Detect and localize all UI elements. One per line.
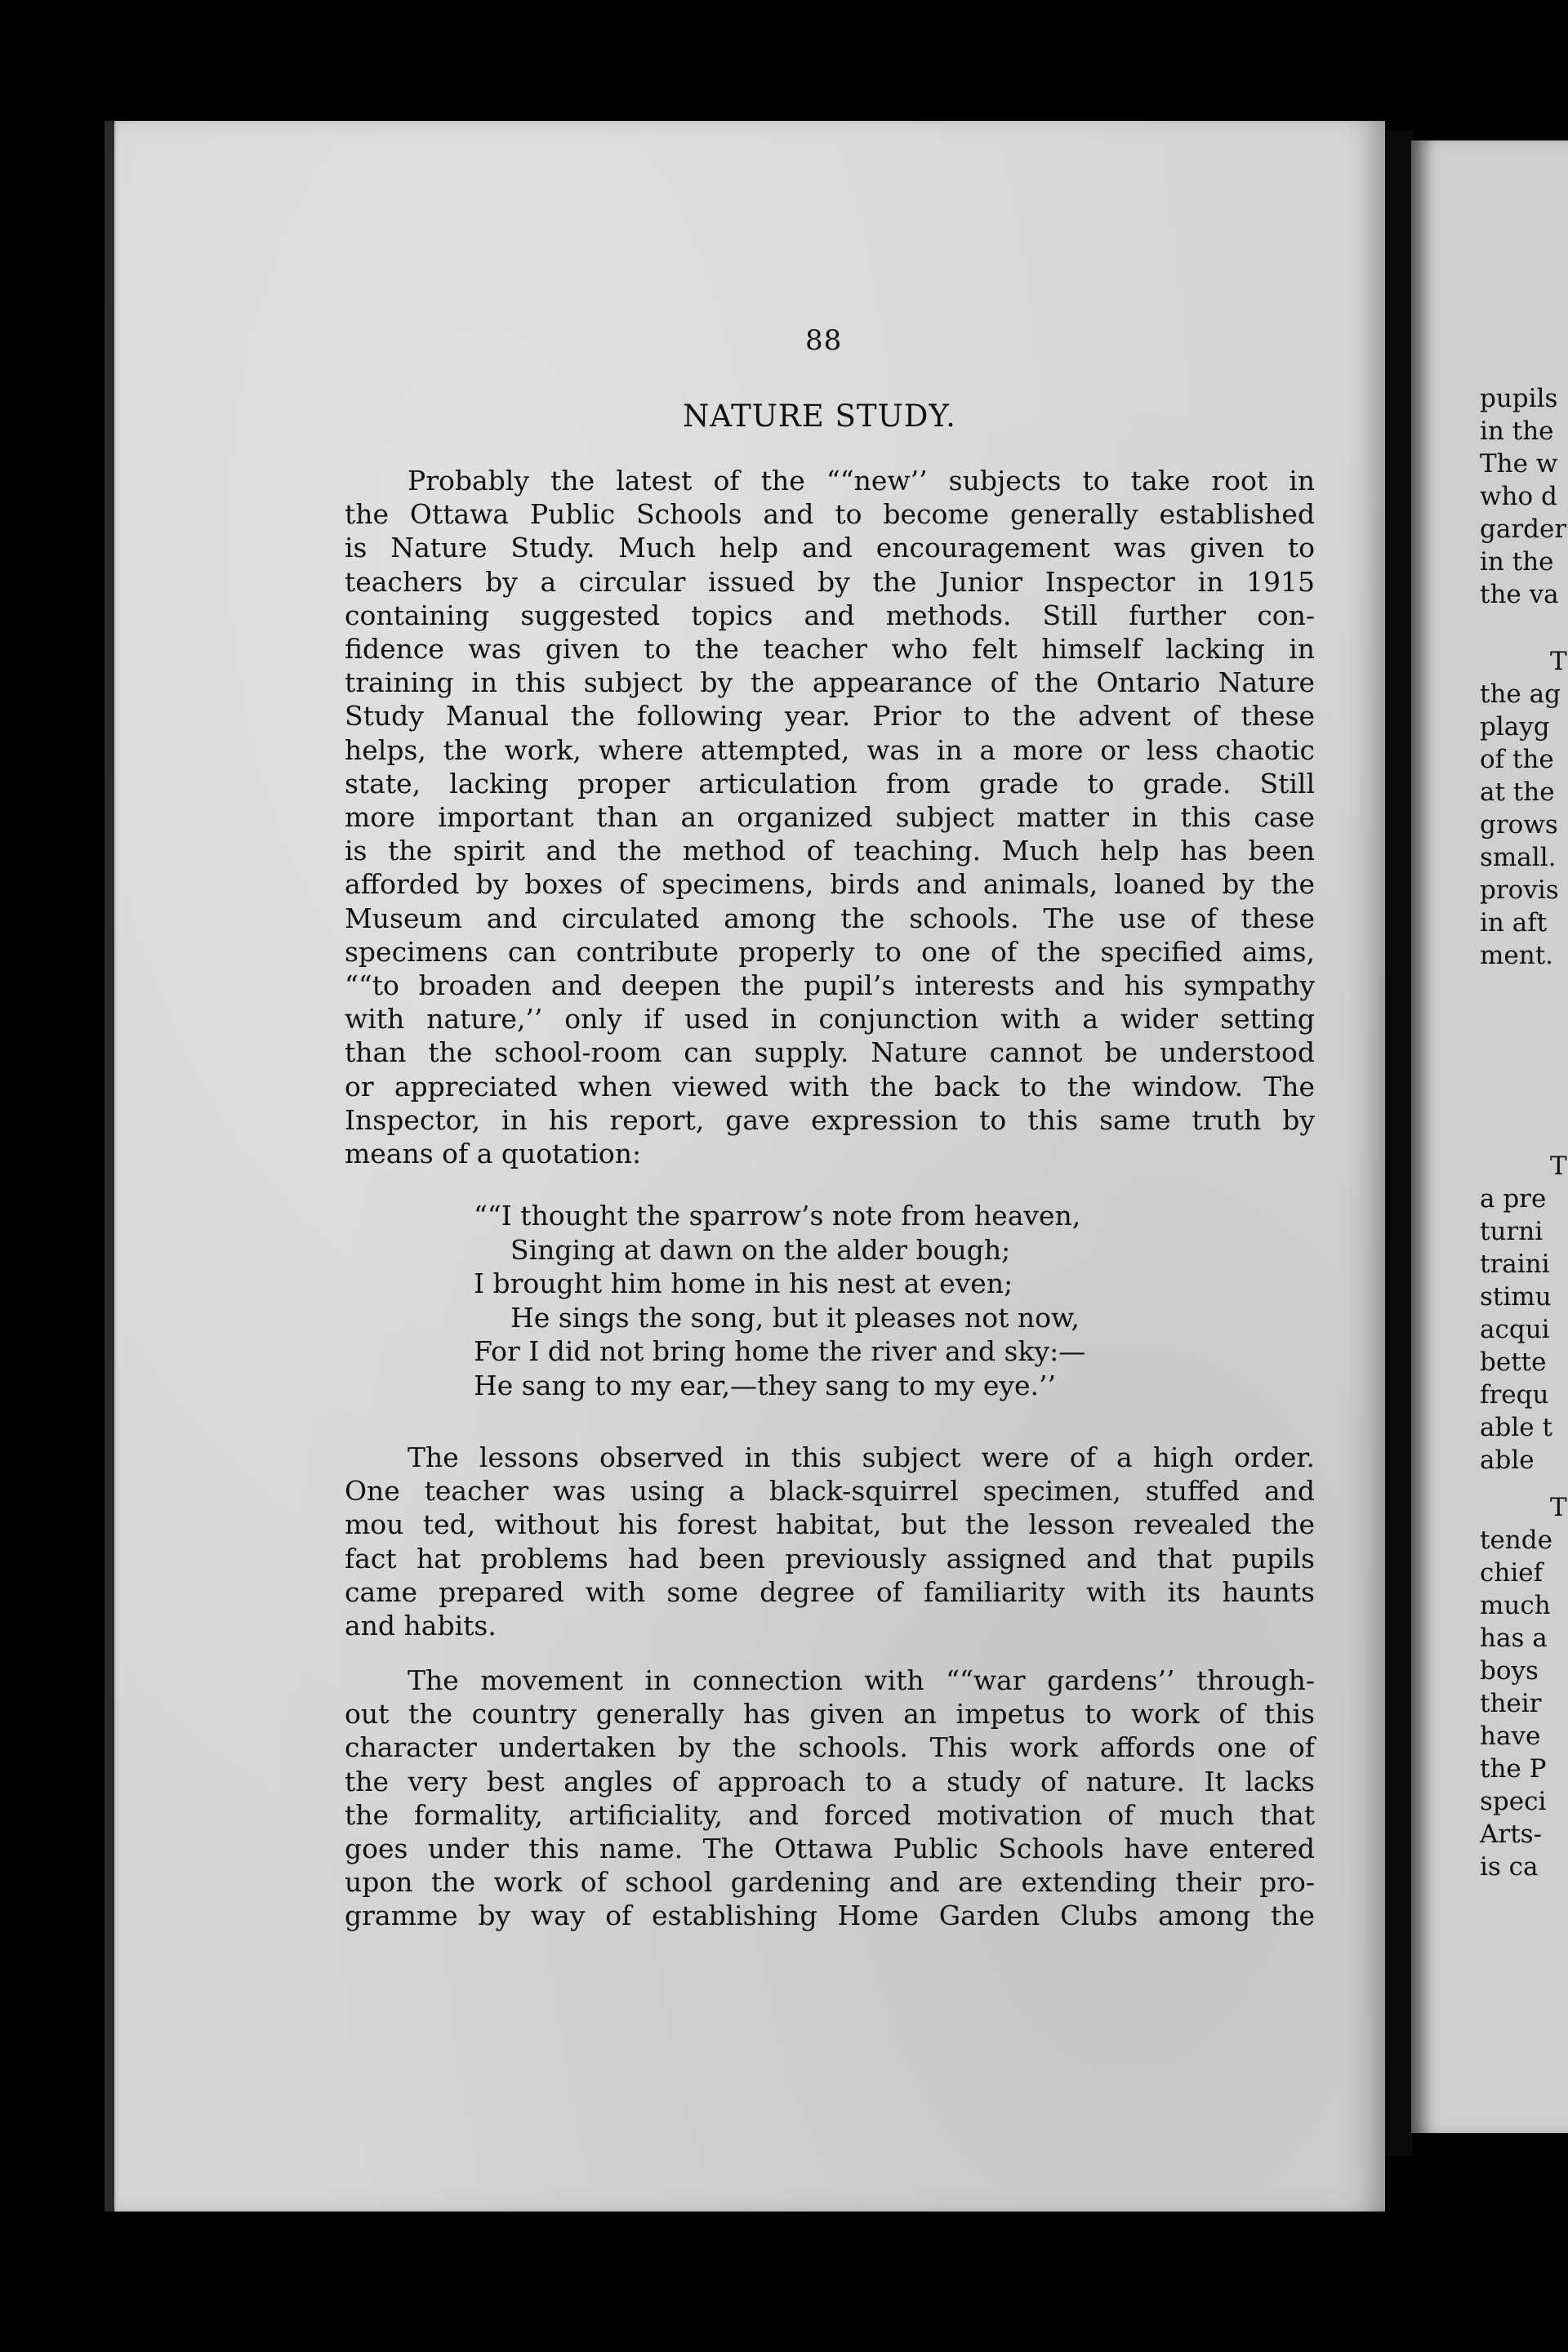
text-fragment: the P xyxy=(1480,1754,1547,1784)
text-line: gramme by way of establishing Home Garden Clubs among the xyxy=(345,1900,1315,1932)
text-fragment: bette xyxy=(1480,1348,1547,1377)
text-line: the Ottawa Public Schools and to become generally established xyxy=(345,498,1315,531)
text-fragment: is ca xyxy=(1480,1852,1539,1882)
text-fragment: small. xyxy=(1480,843,1557,872)
text-fragment: the va xyxy=(1480,580,1559,609)
page-number: 88 xyxy=(805,324,843,357)
text-fragment: grows xyxy=(1480,810,1558,840)
text-line: and habits. xyxy=(345,1610,497,1642)
text-fragment: has a xyxy=(1480,1624,1548,1653)
text-line: is Nature Study. Much help and encouragement was given to xyxy=(345,532,1315,564)
text-line: specimens can contribute properly to one of the specified aims, xyxy=(345,935,1315,968)
poem-line: He sings the song, but it pleases not now, xyxy=(510,1301,1080,1334)
text-line: with nature,’’ only if used in conjunction with a wider setting xyxy=(345,1003,1315,1036)
text-line: means of a quotation: xyxy=(345,1138,642,1170)
text-fragment: able t xyxy=(1480,1413,1552,1442)
text-fragment: provis xyxy=(1480,875,1559,905)
text-line: ““to broaden and deepen the pupil’s interests and his sympathy xyxy=(345,969,1315,1002)
text-line: Study Manual the following year. Prior to the advent of these xyxy=(345,700,1315,733)
text-fragment: speci xyxy=(1480,1787,1547,1816)
text-line: training in this subject by the appearance of the Ontario Nature xyxy=(345,666,1315,699)
text-line: The movement in connection with ““war gardens’’ through- xyxy=(408,1664,1315,1696)
text-fragment: of the xyxy=(1480,745,1554,774)
book-gutter xyxy=(1385,131,1413,2156)
text-line: is the spirit and the method of teaching. Much help has been xyxy=(345,835,1315,867)
text-fragment: a pre xyxy=(1480,1184,1547,1214)
right-page-block-3 xyxy=(1480,1150,1567,1477)
text-fragment: much xyxy=(1480,1591,1551,1620)
text-line: One teacher was using a black-squirrel specimen, stuffed and xyxy=(345,1475,1315,1508)
paragraph-3 xyxy=(345,1664,1315,1933)
text-line: afforded by boxes of specimens, birds and animals, loaned by the xyxy=(345,868,1315,901)
text-line: more important than an organized subject matter in this case xyxy=(345,801,1315,834)
text-fragment: boys xyxy=(1480,1656,1539,1686)
text-line: fidence was given to the teacher who felt himself lacking in xyxy=(345,633,1315,666)
text-fragment: ment. xyxy=(1480,941,1554,970)
text-fragment: able xyxy=(1480,1446,1535,1475)
poem-line: ““I thought the sparrow’s note from heaven, xyxy=(474,1200,1081,1232)
text-line: Probably the latest of the ““new’’ subjects to take root in xyxy=(408,465,1315,497)
text-line: helps, the work, where attempted, was in a more or less chaotic xyxy=(345,733,1315,766)
text-fragment: tende xyxy=(1480,1526,1552,1555)
text-line: than the school-room can supply. Nature cannot be understood xyxy=(345,1036,1315,1069)
text-fragment: in the xyxy=(1480,547,1554,577)
text-fragment: pupils xyxy=(1480,384,1558,413)
text-fragment: acqui xyxy=(1480,1315,1550,1344)
text-line: Museum and circulated among the schools. The use of these xyxy=(345,902,1315,934)
paragraph-1 xyxy=(345,464,1315,1170)
text-fragment: who d xyxy=(1480,482,1557,511)
text-fragment: T xyxy=(1550,647,1567,676)
text-fragment: at the xyxy=(1480,777,1555,807)
right-page-block-1 xyxy=(1480,382,1566,611)
poem-line: Singing at dawn on the alder bough; xyxy=(510,1233,1011,1266)
text-fragment: have xyxy=(1480,1722,1541,1751)
text-fragment: in the xyxy=(1480,416,1554,446)
text-line: or appreciated when viewed with the back to the window. The xyxy=(345,1070,1315,1102)
text-fragment: garder xyxy=(1480,514,1567,544)
text-fragment: turni xyxy=(1480,1217,1544,1246)
text-line: Inspector, in his report, gave expression to this same truth by xyxy=(345,1103,1315,1136)
text-fragment: their xyxy=(1480,1689,1542,1718)
text-line: containing suggested topics and methods. Still further con- xyxy=(345,599,1315,631)
text-fragment: stimu xyxy=(1480,1282,1552,1312)
poem-quotation xyxy=(474,1199,1085,1402)
text-line: teachers by a circular issued by the Junior Inspector in 1915 xyxy=(345,565,1315,598)
text-line: goes under this name. The Ottawa Public Schools have entered xyxy=(345,1833,1315,1865)
text-fragment: chief xyxy=(1480,1558,1544,1588)
text-line: came prepared with some degree of familiarity with its haunts xyxy=(345,1575,1315,1608)
text-line: state, lacking proper articulation from grade to grade. Still xyxy=(345,767,1315,800)
text-fragment: the ag xyxy=(1480,679,1561,709)
text-line: The lessons observed in this subject were of a high order. xyxy=(408,1441,1315,1473)
text-line: upon the work of school gardening and are extending their pro- xyxy=(345,1866,1315,1899)
text-fragment: frequ xyxy=(1480,1380,1549,1410)
text-line: the very best angles of approach to a study of nature. It lacks xyxy=(345,1765,1315,1797)
text-fragment: The w xyxy=(1480,449,1558,479)
paragraph-2 xyxy=(345,1441,1315,1642)
right-page-block-4 xyxy=(1480,1491,1567,1883)
section-heading: NATURE STUDY. xyxy=(683,399,956,434)
text-fragment: traini xyxy=(1480,1250,1550,1279)
text-fragment: Arts- xyxy=(1480,1820,1543,1849)
text-line: out the country generally has given an impetus to work of this xyxy=(345,1698,1315,1731)
text-line: mou ted, without his forest habitat, but the lesson revealed the xyxy=(345,1508,1315,1541)
poem-line: For I did not bring home the river and sky:— xyxy=(474,1335,1086,1367)
text-fragment: in aft xyxy=(1480,908,1548,938)
text-fragment: T xyxy=(1550,1493,1567,1522)
poem-line: I brought him home in his nest at even; xyxy=(474,1267,1013,1299)
right-page-block-2 xyxy=(1480,645,1567,972)
binding-edge xyxy=(105,121,114,2212)
text-line: fact hat problems had been previously assigned and that pupils xyxy=(345,1542,1315,1575)
poem-line: He sang to my ear,—they sang to my eye.’’ xyxy=(474,1369,1057,1401)
text-fragment: playg xyxy=(1480,712,1550,742)
text-fragment: T xyxy=(1550,1152,1567,1181)
text-line: character undertaken by the schools. This work affords one of xyxy=(345,1731,1315,1764)
text-line: the formality, artificiality, and forced motivation of much that xyxy=(345,1798,1315,1831)
